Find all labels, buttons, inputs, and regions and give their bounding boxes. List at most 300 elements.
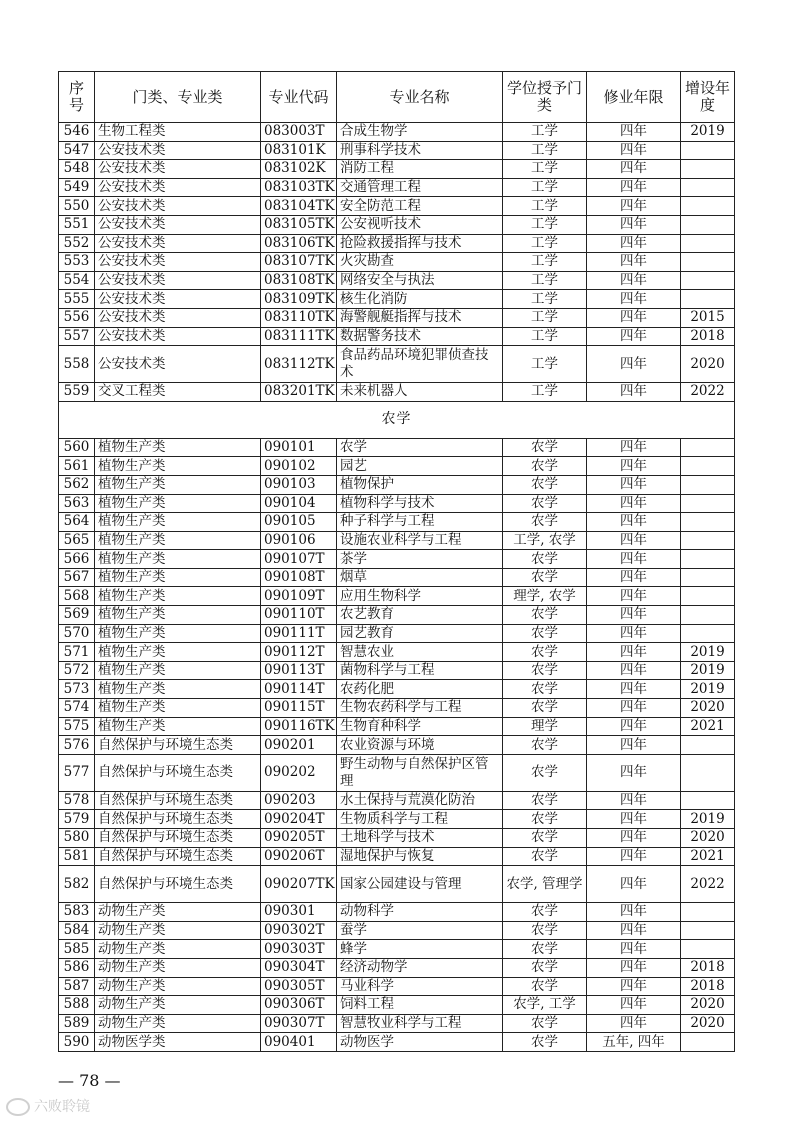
cell-years: 四年 <box>587 253 681 272</box>
cell-degree: 农学, 工学 <box>503 996 587 1015</box>
cell-added <box>681 736 735 755</box>
cell-added <box>681 1033 735 1052</box>
cell-code: 090201 <box>261 736 337 755</box>
cell-name: 农艺教育 <box>337 606 503 625</box>
cell-degree: 农学 <box>503 699 587 718</box>
cell-no: 566 <box>59 550 95 569</box>
cell-years: 四年 <box>587 513 681 532</box>
cell-category: 公安技术类 <box>95 141 261 160</box>
cell-code: 090302T <box>261 921 337 940</box>
cell-category: 植物生产类 <box>95 568 261 587</box>
cell-no: 580 <box>59 829 95 848</box>
cell-added: 2021 <box>681 847 735 866</box>
cell-code: 090305T <box>261 977 337 996</box>
cell-no: 584 <box>59 921 95 940</box>
cell-category: 自然保护与环境生态类 <box>95 866 261 903</box>
cell-category: 自然保护与环境生态类 <box>95 847 261 866</box>
cell-years: 四年 <box>587 903 681 922</box>
cell-name: 交通管理工程 <box>337 178 503 197</box>
cell-code: 083108TK <box>261 271 337 290</box>
cell-name: 国家公园建设与管理 <box>337 866 503 903</box>
cell-years: 四年 <box>587 197 681 216</box>
cell-no: 555 <box>59 290 95 309</box>
cell-code: 090113T <box>261 661 337 680</box>
cell-code: 090112T <box>261 643 337 662</box>
cell-code: 090114T <box>261 680 337 699</box>
cell-category: 动物生产类 <box>95 977 261 996</box>
cell-degree: 工学 <box>503 215 587 234</box>
cell-years: 四年 <box>587 866 681 903</box>
cell-category: 自然保护与环境生态类 <box>95 829 261 848</box>
cell-no: 549 <box>59 178 95 197</box>
cell-added <box>681 215 735 234</box>
cell-no: 577 <box>59 754 95 791</box>
cell-degree: 农学 <box>503 829 587 848</box>
cell-category: 植物生产类 <box>95 438 261 457</box>
cell-code: 090207TK <box>261 866 337 903</box>
cell-added: 2018 <box>681 958 735 977</box>
cell-no: 548 <box>59 160 95 179</box>
table-row <box>59 308 735 327</box>
cell-degree: 农学 <box>503 958 587 977</box>
cell-degree: 工学 <box>503 253 587 272</box>
cell-name: 菌物科学与工程 <box>337 661 503 680</box>
cell-years: 四年 <box>587 290 681 309</box>
cell-years: 四年 <box>587 624 681 643</box>
cell-degree: 农学 <box>503 810 587 829</box>
cell-category: 动物生产类 <box>95 921 261 940</box>
cell-code: 083112TK <box>261 346 337 383</box>
cell-years: 四年 <box>587 847 681 866</box>
cell-name: 经济动物学 <box>337 958 503 977</box>
watermark-text: 六败聆镜 <box>34 1099 90 1115</box>
table-row <box>59 568 735 587</box>
table-row <box>59 253 735 272</box>
cell-years: 四年 <box>587 215 681 234</box>
cell-name: 抢险救援指挥与技术 <box>337 234 503 253</box>
cell-added: 2020 <box>681 346 735 383</box>
header-row <box>59 72 735 123</box>
page-number: — 78 — <box>58 1071 121 1090</box>
cell-years: 四年 <box>587 699 681 718</box>
cell-years: 四年 <box>587 494 681 513</box>
cell-code: 090204T <box>261 810 337 829</box>
cell-no: 575 <box>59 717 95 736</box>
cell-category: 公安技术类 <box>95 346 261 383</box>
cell-added <box>681 271 735 290</box>
cell-category: 植物生产类 <box>95 680 261 699</box>
cell-name: 安全防范工程 <box>337 197 503 216</box>
cell-years: 四年 <box>587 791 681 810</box>
table-row <box>59 661 735 680</box>
header-degree: 学位授予门类 <box>503 72 587 123</box>
table-row <box>59 346 735 383</box>
cell-years: 四年 <box>587 234 681 253</box>
cell-degree: 工学 <box>503 141 587 160</box>
cell-no: 589 <box>59 1014 95 1033</box>
cell-years: 四年 <box>587 308 681 327</box>
cell-no: 590 <box>59 1033 95 1052</box>
cell-added: 2019 <box>681 643 735 662</box>
cell-name: 蚕学 <box>337 921 503 940</box>
cell-added <box>681 921 735 940</box>
cell-name: 植物科学与技术 <box>337 494 503 513</box>
table-row <box>59 791 735 810</box>
table-row <box>59 624 735 643</box>
cell-code: 090306T <box>261 996 337 1015</box>
cell-years: 四年 <box>587 680 681 699</box>
cell-years: 四年 <box>587 271 681 290</box>
cell-no: 560 <box>59 438 95 457</box>
cell-added <box>681 475 735 494</box>
cell-code: 083104TK <box>261 197 337 216</box>
cell-degree: 农学 <box>503 754 587 791</box>
cell-name: 湿地保护与恢复 <box>337 847 503 866</box>
cell-name: 农学 <box>337 438 503 457</box>
cell-degree: 工学 <box>503 327 587 346</box>
cell-category: 自然保护与环境生态类 <box>95 791 261 810</box>
cell-category: 公安技术类 <box>95 215 261 234</box>
cell-code: 090206T <box>261 847 337 866</box>
cell-category: 植物生产类 <box>95 624 261 643</box>
table-row <box>59 197 735 216</box>
table-row <box>59 290 735 309</box>
cell-name: 茶学 <box>337 550 503 569</box>
cell-no: 563 <box>59 494 95 513</box>
cell-degree: 理学, 农学 <box>503 587 587 606</box>
cell-degree: 农学 <box>503 1033 587 1052</box>
cell-added: 2018 <box>681 327 735 346</box>
cell-category: 公安技术类 <box>95 197 261 216</box>
cell-degree: 农学 <box>503 680 587 699</box>
cell-added <box>681 457 735 476</box>
table-row <box>59 383 735 402</box>
cell-added <box>681 494 735 513</box>
cell-degree: 农学 <box>503 494 587 513</box>
cell-no: 573 <box>59 680 95 699</box>
cell-degree: 理学 <box>503 717 587 736</box>
cell-no: 583 <box>59 903 95 922</box>
cell-name: 海警舰艇指挥与技术 <box>337 308 503 327</box>
cell-added <box>681 513 735 532</box>
cell-name: 应用生物科学 <box>337 587 503 606</box>
cell-name: 农业资源与环境 <box>337 736 503 755</box>
cell-code: 090205T <box>261 829 337 848</box>
cell-code: 083102K <box>261 160 337 179</box>
cell-no: 557 <box>59 327 95 346</box>
cell-name: 蜂学 <box>337 940 503 959</box>
cell-code: 090307T <box>261 1014 337 1033</box>
cell-years: 四年 <box>587 475 681 494</box>
cell-code: 090111T <box>261 624 337 643</box>
section-row-group <box>59 401 735 438</box>
cell-code: 083003T <box>261 123 337 142</box>
cell-code: 090203 <box>261 791 337 810</box>
cell-code: 090110T <box>261 606 337 625</box>
cell-added: 2020 <box>681 1014 735 1033</box>
cell-category: 植物生产类 <box>95 513 261 532</box>
cell-added: 2018 <box>681 977 735 996</box>
cell-category: 动物生产类 <box>95 903 261 922</box>
table-row <box>59 475 735 494</box>
table-row <box>59 1014 735 1033</box>
cell-years: 四年 <box>587 754 681 791</box>
cell-years: 四年 <box>587 810 681 829</box>
cell-name: 生物农药科学与工程 <box>337 699 503 718</box>
section-row <box>59 401 735 438</box>
cell-years: 四年 <box>587 568 681 587</box>
table-row <box>59 587 735 606</box>
cell-category: 植物生产类 <box>95 494 261 513</box>
cell-added <box>681 624 735 643</box>
cell-category: 植物生产类 <box>95 661 261 680</box>
cell-years: 四年 <box>587 606 681 625</box>
table-row <box>59 513 735 532</box>
cell-name: 网络安全与执法 <box>337 271 503 290</box>
cell-category: 动物生产类 <box>95 1014 261 1033</box>
cell-no: 550 <box>59 197 95 216</box>
cell-degree: 农学 <box>503 550 587 569</box>
cell-name: 农药化肥 <box>337 680 503 699</box>
cell-degree: 工学 <box>503 308 587 327</box>
cell-degree: 农学, 管理学 <box>503 866 587 903</box>
cell-category: 植物生产类 <box>95 606 261 625</box>
cell-added: 2022 <box>681 866 735 903</box>
table-row <box>59 717 735 736</box>
cell-degree: 农学 <box>503 661 587 680</box>
cell-degree: 工学 <box>503 197 587 216</box>
cell-name: 设施农业科学与工程 <box>337 531 503 550</box>
cell-added: 2019 <box>681 680 735 699</box>
cell-code: 090109T <box>261 587 337 606</box>
cell-code: 090101 <box>261 438 337 457</box>
table-row <box>59 550 735 569</box>
cell-no: 547 <box>59 141 95 160</box>
cell-code: 090301 <box>261 903 337 922</box>
cell-name: 马业科学 <box>337 977 503 996</box>
cell-category: 植物生产类 <box>95 457 261 476</box>
cell-category: 生物工程类 <box>95 123 261 142</box>
cell-no: 578 <box>59 791 95 810</box>
cell-no: 587 <box>59 977 95 996</box>
table-row <box>59 921 735 940</box>
cell-degree: 农学 <box>503 903 587 922</box>
cell-years: 四年 <box>587 327 681 346</box>
watermark-logo-icon <box>6 1098 30 1116</box>
cell-no: 570 <box>59 624 95 643</box>
cell-years: 四年 <box>587 457 681 476</box>
cell-added <box>681 606 735 625</box>
cell-added: 2022 <box>681 383 735 402</box>
cell-name: 合成生物学 <box>337 123 503 142</box>
cell-no: 586 <box>59 958 95 977</box>
cell-code: 090116TK <box>261 717 337 736</box>
cell-category: 动物生产类 <box>95 940 261 959</box>
cell-added <box>681 903 735 922</box>
cell-category: 公安技术类 <box>95 271 261 290</box>
cell-code: 090303T <box>261 940 337 959</box>
table-row <box>59 680 735 699</box>
cell-code: 083107TK <box>261 253 337 272</box>
header-category: 门类、专业类 <box>95 72 261 123</box>
cell-code: 090105 <box>261 513 337 532</box>
header-name: 专业名称 <box>337 72 503 123</box>
cell-years: 四年 <box>587 661 681 680</box>
cell-category: 动物生产类 <box>95 996 261 1015</box>
cell-name: 食品药品环境犯罪侦查技术 <box>337 346 503 383</box>
cell-code: 083111TK <box>261 327 337 346</box>
table-row <box>59 215 735 234</box>
cell-added <box>681 141 735 160</box>
cell-code: 090304T <box>261 958 337 977</box>
cell-degree: 农学 <box>503 475 587 494</box>
cell-code: 083105TK <box>261 215 337 234</box>
header-code: 专业代码 <box>261 72 337 123</box>
cell-years: 四年 <box>587 550 681 569</box>
cell-degree: 农学 <box>503 624 587 643</box>
cell-name: 公安视听技术 <box>337 215 503 234</box>
cell-added: 2019 <box>681 661 735 680</box>
cell-degree: 农学 <box>503 921 587 940</box>
cell-degree: 农学 <box>503 606 587 625</box>
cell-added <box>681 290 735 309</box>
cell-years: 四年 <box>587 531 681 550</box>
cell-added <box>681 197 735 216</box>
cell-no: 581 <box>59 847 95 866</box>
cell-added <box>681 234 735 253</box>
table-row <box>59 141 735 160</box>
cell-code: 090202 <box>261 754 337 791</box>
cell-added: 2020 <box>681 996 735 1015</box>
cell-no: 588 <box>59 996 95 1015</box>
table-row <box>59 996 735 1015</box>
table-row <box>59 234 735 253</box>
cell-code: 083110TK <box>261 308 337 327</box>
cell-added <box>681 754 735 791</box>
cell-no: 551 <box>59 215 95 234</box>
table-row <box>59 829 735 848</box>
cell-code: 083106TK <box>261 234 337 253</box>
cell-code: 090107T <box>261 550 337 569</box>
cell-years: 四年 <box>587 160 681 179</box>
header-added: 增设年度 <box>681 72 735 123</box>
table-row <box>59 494 735 513</box>
cell-code: 090401 <box>261 1033 337 1052</box>
cell-degree: 工学 <box>503 234 587 253</box>
cell-added: 2015 <box>681 308 735 327</box>
cell-degree: 工学 <box>503 290 587 309</box>
table-row <box>59 178 735 197</box>
cell-no: 556 <box>59 308 95 327</box>
cell-degree: 工学 <box>503 160 587 179</box>
table-row <box>59 903 735 922</box>
cell-years: 四年 <box>587 921 681 940</box>
cell-no: 552 <box>59 234 95 253</box>
cell-added: 2021 <box>681 717 735 736</box>
cell-added: 2020 <box>681 829 735 848</box>
cell-category: 植物生产类 <box>95 531 261 550</box>
cell-name: 核生化消防 <box>337 290 503 309</box>
table-row <box>59 123 735 142</box>
cell-years: 四年 <box>587 829 681 848</box>
cell-no: 561 <box>59 457 95 476</box>
table-body-bottom <box>59 438 735 1051</box>
cell-code: 083103TK <box>261 178 337 197</box>
cell-name: 数据警务技术 <box>337 327 503 346</box>
cell-added <box>681 160 735 179</box>
cell-degree: 农学 <box>503 736 587 755</box>
table-row <box>59 327 735 346</box>
cell-degree: 农学 <box>503 568 587 587</box>
cell-name: 消防工程 <box>337 160 503 179</box>
cell-name: 生物育种科学 <box>337 717 503 736</box>
cell-degree: 工学 <box>503 178 587 197</box>
cell-years: 四年 <box>587 643 681 662</box>
cell-degree: 农学 <box>503 457 587 476</box>
cell-category: 公安技术类 <box>95 290 261 309</box>
table-row <box>59 699 735 718</box>
cell-degree: 农学 <box>503 438 587 457</box>
cell-name: 饲料工程 <box>337 996 503 1015</box>
cell-category: 公安技术类 <box>95 253 261 272</box>
table-row <box>59 754 735 791</box>
cell-no: 568 <box>59 587 95 606</box>
cell-degree: 工学 <box>503 383 587 402</box>
cell-category: 动物生产类 <box>95 958 261 977</box>
header-no: 序号 <box>59 72 95 123</box>
cell-added <box>681 531 735 550</box>
cell-category: 自然保护与环境生态类 <box>95 754 261 791</box>
cell-code: 083201TK <box>261 383 337 402</box>
cell-category: 自然保护与环境生态类 <box>95 810 261 829</box>
cell-added <box>681 940 735 959</box>
cell-years: 四年 <box>587 958 681 977</box>
cell-no: 582 <box>59 866 95 903</box>
cell-years: 四年 <box>587 1014 681 1033</box>
cell-no: 558 <box>59 346 95 383</box>
cell-no: 574 <box>59 699 95 718</box>
cell-years: 五年, 四年 <box>587 1033 681 1052</box>
cell-name: 烟草 <box>337 568 503 587</box>
cell-years: 四年 <box>587 717 681 736</box>
cell-no: 567 <box>59 568 95 587</box>
cell-years: 四年 <box>587 178 681 197</box>
table-row <box>59 160 735 179</box>
cell-name: 园艺教育 <box>337 624 503 643</box>
cell-name: 智慧牧业科学与工程 <box>337 1014 503 1033</box>
table-row <box>59 847 735 866</box>
cell-name: 种子科学与工程 <box>337 513 503 532</box>
cell-years: 四年 <box>587 996 681 1015</box>
cell-category: 自然保护与环境生态类 <box>95 736 261 755</box>
cell-code: 090108T <box>261 568 337 587</box>
cell-years: 四年 <box>587 977 681 996</box>
cell-years: 四年 <box>587 438 681 457</box>
table-row <box>59 810 735 829</box>
cell-years: 四年 <box>587 940 681 959</box>
cell-degree: 农学 <box>503 940 587 959</box>
cell-no: 569 <box>59 606 95 625</box>
cell-no: 553 <box>59 253 95 272</box>
cell-years: 四年 <box>587 736 681 755</box>
cell-name: 动物科学 <box>337 903 503 922</box>
cell-no: 579 <box>59 810 95 829</box>
cell-category: 交叉工程类 <box>95 383 261 402</box>
cell-degree: 农学 <box>503 791 587 810</box>
cell-code: 090115T <box>261 699 337 718</box>
cell-added: 2019 <box>681 810 735 829</box>
cell-code: 083101K <box>261 141 337 160</box>
